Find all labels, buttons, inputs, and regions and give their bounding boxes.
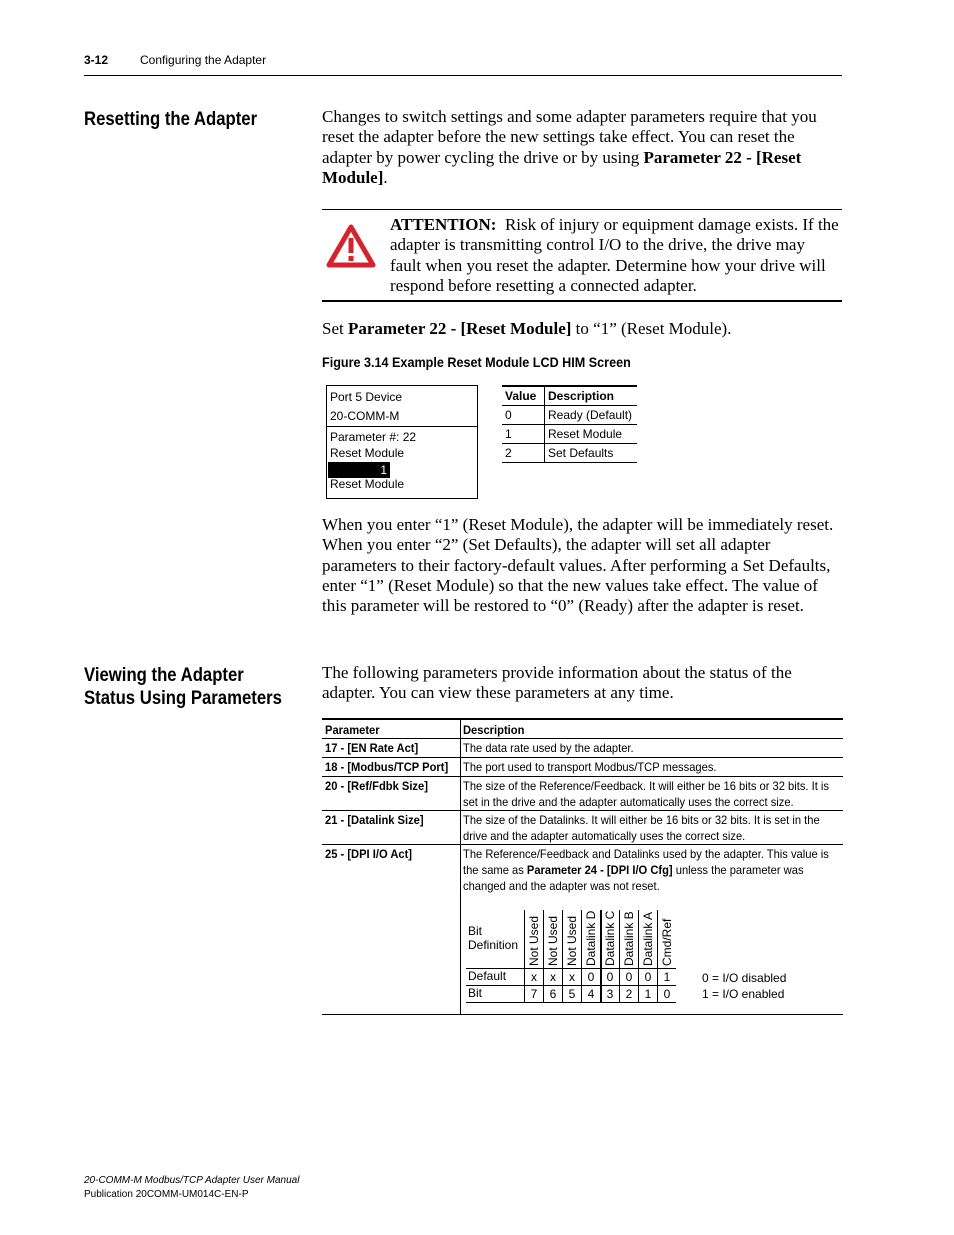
table-row [502, 406, 637, 425]
bit-legend-disabled: 0 = I/O disabled [702, 971, 787, 985]
bit-default: 0 [587, 970, 595, 984]
lcd-line-device: 20-COMM-M [330, 409, 400, 423]
param-name: 21 - [Datalink Size] [325, 813, 424, 827]
bit-number: 2 [625, 987, 633, 1001]
text-run: Changes to switch settings and some adapter parameters require that you reset the adapter before the new settings take effect. You can reset the adapter by power cycling the drive or by using [322, 107, 817, 167]
param-name: 17 - [EN Rate Act] [325, 741, 419, 755]
chapter-title: Configuring the Adapter [140, 53, 267, 67]
bit-number: 3 [606, 987, 614, 1001]
param-desc: The port used to transport Modbus/TCP messages. [463, 760, 717, 774]
footer-publication: Publication 20COMM-UM014C-EN-P [84, 1189, 249, 1200]
bit-default: x [569, 970, 575, 984]
lcd-line-valuename: Reset Module [330, 477, 405, 491]
row-rule [322, 844, 843, 845]
param-ref: Parameter 22 - [Reset Module] [347, 319, 572, 338]
header-rule [84, 75, 842, 76]
param-desc: The size of the Reference/Feedback. It will either be 16 bits or 32 bits. It is set in the drive and the adapter automatically uses the correct size. [463, 779, 829, 809]
section-title-viewing-status: Viewing the Adapter Status Using Parameters [84, 665, 282, 709]
lcd-value-highlight [328, 462, 390, 478]
table-cell: 0 [502, 406, 545, 425]
section-title-resetting: Resetting the Adapter [84, 109, 258, 130]
attention-body: Risk of injury or equipment damage exists. If the adapter is transmitting control I/O to the drive, the drive may fault when you reset the adapter. Determine how your drive will respond before resetting a connected adapter. [390, 215, 839, 295]
table-header: Parameter [325, 723, 380, 737]
row-rule [322, 776, 843, 777]
value-table [502, 385, 637, 463]
row-rule [322, 757, 843, 758]
table-header: Description [545, 386, 638, 406]
lcd-divider [327, 426, 477, 427]
row-rule [322, 738, 843, 739]
attention-text [390, 215, 840, 296]
reset-detail-paragraph: When you enter “1” (Reset Module), the adapter will be immediately reset. When you enter “2” (Set Defaults), the adapter will set all adapter parameters to their factory-default values. After performing a Set Defaults, enter “1” (Reset Module) so that the new values take effect. The value of this parameter will be restored to “0” (Ready) after the adapter is reset. [322, 515, 834, 616]
param-ref: Parameter 24 - [DPI I/O Cfg] [526, 863, 673, 877]
attention-top-rule [322, 209, 842, 210]
bit-label-line: Bit [468, 924, 483, 938]
table-header: Description [463, 723, 525, 737]
bit-default: 1 [663, 970, 671, 984]
param-ref: Parameter 22 - [Reset Module] [322, 147, 802, 187]
reset-intro-paragraph [322, 107, 842, 188]
table-cell: Reset Module [545, 425, 638, 444]
bit-definition: Not Used [527, 915, 541, 966]
row-rule [322, 810, 843, 811]
table-header: Value [502, 386, 545, 406]
text-run: . [383, 167, 388, 187]
status-intro-paragraph: The following parameters provide information about the status of the adapter. You can view these parameters at any time. [322, 663, 792, 703]
bit-default: x [531, 970, 537, 984]
bit-default: 0 [606, 970, 614, 984]
bit-definition: Datalink C [603, 910, 617, 966]
text-run: The Reference/Feedback and Datalinks used by the adapter. This value is the same as [463, 847, 829, 877]
table-cell: Ready (Default) [545, 406, 638, 425]
bit-number: 4 [587, 987, 595, 1001]
table-bottom-rule [322, 1014, 843, 1015]
bit-default: 0 [644, 970, 652, 984]
param-name: 20 - [Ref/Fdbk Size] [325, 779, 428, 793]
bit-definition: Datalink D [584, 910, 598, 966]
bit-number: 5 [568, 987, 576, 1001]
bit-row-label [468, 924, 518, 952]
attention-label: ATTENTION: [390, 215, 497, 234]
page-number: 3-12 [84, 53, 109, 67]
bit-default: x [550, 970, 556, 984]
bit-number: 6 [549, 987, 557, 1001]
bit-definition: Not Used [565, 915, 579, 966]
bit-number: 1 [644, 987, 652, 1001]
lcd-value: 1 [380, 463, 387, 477]
text-run: unless the parameter was changed and the adapter was not reset. [463, 863, 804, 893]
bit-number: 0 [663, 987, 671, 1001]
table-cell: 2 [502, 444, 545, 463]
table-row [502, 425, 637, 444]
table-row [502, 444, 637, 463]
warning-triangle-icon [326, 224, 376, 268]
param-desc [463, 846, 840, 894]
lcd-line-port: Port 5 Device [330, 390, 403, 404]
lcd-line-name: Reset Module [330, 446, 405, 460]
param-desc: The data rate used by the adapter. [463, 741, 634, 755]
table-header-row [502, 386, 637, 406]
table-cell: 1 [502, 425, 545, 444]
bit-definition: Cmd/Ref [660, 918, 674, 966]
set-parameter-line [322, 319, 842, 339]
bit-legend-enabled: 1 = I/O enabled [702, 987, 785, 1001]
bit-default: 0 [625, 970, 633, 984]
definition-label-line: Definition [468, 938, 519, 952]
param-name: 18 - [Modbus/TCP Port] [325, 760, 449, 774]
table-top-rule [322, 718, 843, 720]
bit-grid-line [466, 1002, 676, 1003]
lcd-line-param: Parameter #: 22 [330, 430, 417, 444]
attention-bottom-rule [322, 300, 842, 302]
bit-definition: Datalink A [641, 911, 655, 966]
figure-caption: Figure 3.14 Example Reset Module LCD HIM Screen [322, 354, 631, 370]
bit-definition: Datalink B [622, 911, 636, 966]
text-run: Set [322, 319, 348, 338]
table-cell: Set Defaults [545, 444, 638, 463]
param-desc: The size of the Datalinks. It will either be 16 bits or 32 bits. It is set in the drive and the adapter automatically uses the correct size. [463, 813, 820, 843]
param-name: 25 - [DPI I/O Act] [325, 847, 413, 861]
text-run: to “1” (Reset Module). [571, 319, 732, 338]
default-row-label: Default [468, 969, 507, 983]
lcd-him-screen [326, 385, 478, 499]
bit-definition: Not Used [546, 915, 560, 966]
footer-manual-title: 20-COMM-M Modbus/TCP Adapter User Manual [84, 1175, 300, 1186]
bit-number: 7 [530, 987, 538, 1001]
bit-number-row-label: Bit [468, 986, 483, 1000]
